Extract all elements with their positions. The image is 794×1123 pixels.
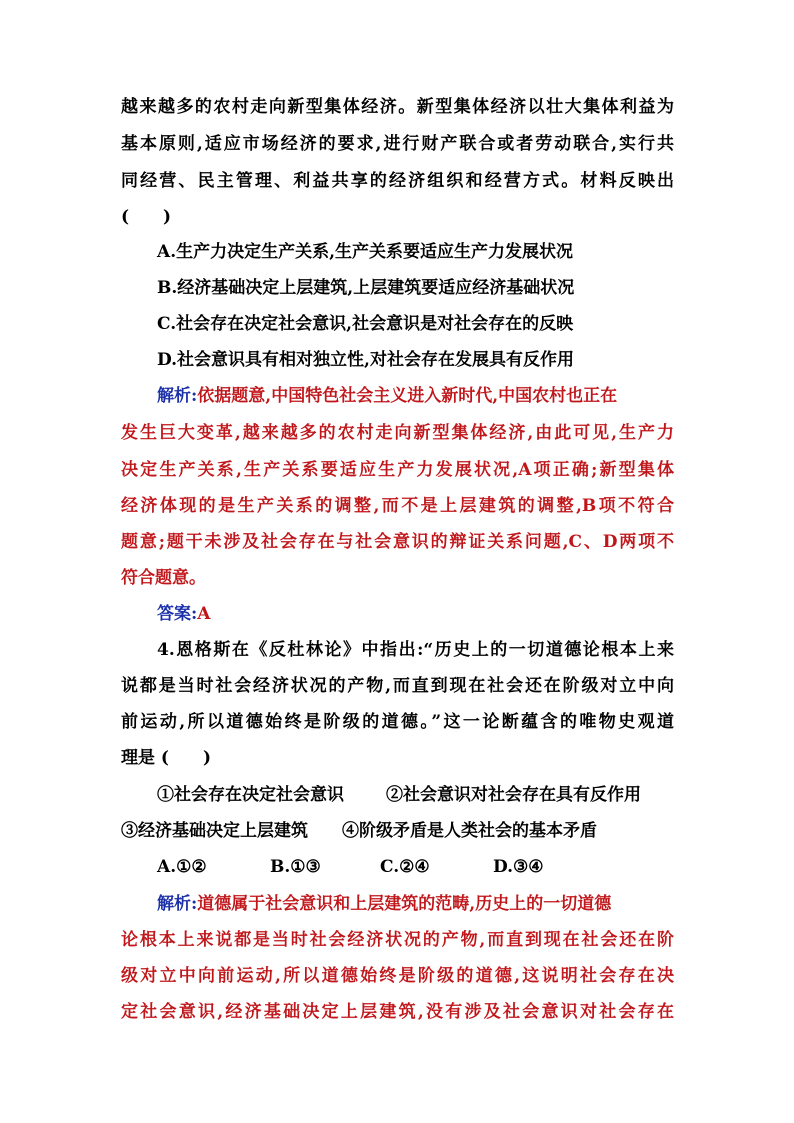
q4-statement-4: ④阶级矛盾是人类社会的基本矛盾	[342, 821, 597, 841]
q3-analysis-label: 解析:	[157, 386, 198, 406]
q3-option-d: D.社会意识具有相对独立性,对社会存在发展具有反作用	[157, 350, 574, 370]
q4-option-d: D.③④	[493, 857, 544, 877]
q3-analysis-line-3: 决定生产关系,生产关系要适应生产力发展状况,A项正确;新型集体	[121, 460, 674, 480]
q4-stem-line-1: 4.恩格斯在《反杜林论》中指出:“历史上的一切道德论根本上来	[157, 640, 674, 660]
q3-answer-value: A	[197, 604, 211, 624]
q4-analysis-line-2: 论根本上来说都是当时社会经济状况的产物,而直到现在社会还在阶	[121, 930, 674, 950]
q4-stem-line-4: 理是 ( )	[121, 748, 212, 768]
q4-analysis-label: 解析:	[157, 894, 198, 914]
q3-answer-label: 答案:	[157, 604, 198, 624]
q4-stem-line-3: 前运动,所以道德始终是阶级的道德。”这一论断蕴含的唯物史观道	[121, 712, 674, 732]
q3-analysis-first-line	[157, 385, 674, 407]
q4-stem-line-2: 说都是当时社会经济状况的产物,而直到现在社会还在阶级对立中向	[121, 676, 674, 696]
q4-analysis-line-1: 道德属于社会意识和上层建筑的范畴,历史上的一切道德	[197, 894, 612, 914]
q3-stem-line-2: 基本原则,适应市场经济的要求,进行财产联合或者劳动联合,实行共	[121, 134, 674, 154]
q3-stem-line-3: 同经营、民主管理、利益共享的经济组织和经营方式。材料反映出	[121, 171, 674, 191]
q4-option-c: C.②④	[380, 857, 430, 877]
q4-analysis-line-3: 级对立中向前运动,所以道德始终是阶级的道德,这说明社会存在决	[121, 966, 674, 986]
q3-analysis-line-1: 依据题意,中国特色社会主义进入新时代,中国农村也正在	[197, 386, 618, 406]
q3-analysis-line-5: 题意;题干未涉及社会存在与社会意识的辩证关系问题,C、D两项不	[121, 532, 674, 552]
q3-answer-blank: ( )	[121, 207, 172, 227]
q3-analysis-line-2: 发生巨大变革,越来越多的农村走向新型集体经济,由此可见,生产力	[121, 423, 674, 443]
q4-option-b: B.①③	[270, 857, 321, 877]
q3-option-c: C.社会存在决定社会意识,社会意识是对社会存在的反映	[157, 314, 574, 334]
q3-option-a: A.生产力决定生产关系,生产关系要适应生产力发展状况	[157, 242, 574, 262]
q4-option-a: A.①②	[157, 857, 207, 877]
q4-analysis-first-line	[157, 893, 674, 915]
q3-stem-line-1: 越来越多的农村走向新型集体经济。新型集体经济以壮大集体利益为	[121, 97, 674, 117]
q3-analysis-line-6: 符合题意。	[121, 568, 206, 588]
q3-option-b: B.经济基础决定上层建筑,上层建筑要适应经济基础状况	[157, 278, 575, 298]
q3-answer	[157, 603, 357, 625]
q4-statement-3: ③经济基础决定上层建筑	[121, 821, 308, 841]
q4-analysis-line-4: 定社会意识,经济基础决定上层建筑,没有涉及社会意识对社会存在	[121, 1002, 674, 1022]
q4-statement-1: ①社会存在决定社会意识	[157, 785, 344, 805]
q4-statement-2: ②社会意识对社会存在具有反作用	[386, 785, 641, 805]
q3-analysis-line-4: 经济体现的是生产关系的调整,而不是上层建筑的调整,B项不符合	[121, 496, 674, 516]
